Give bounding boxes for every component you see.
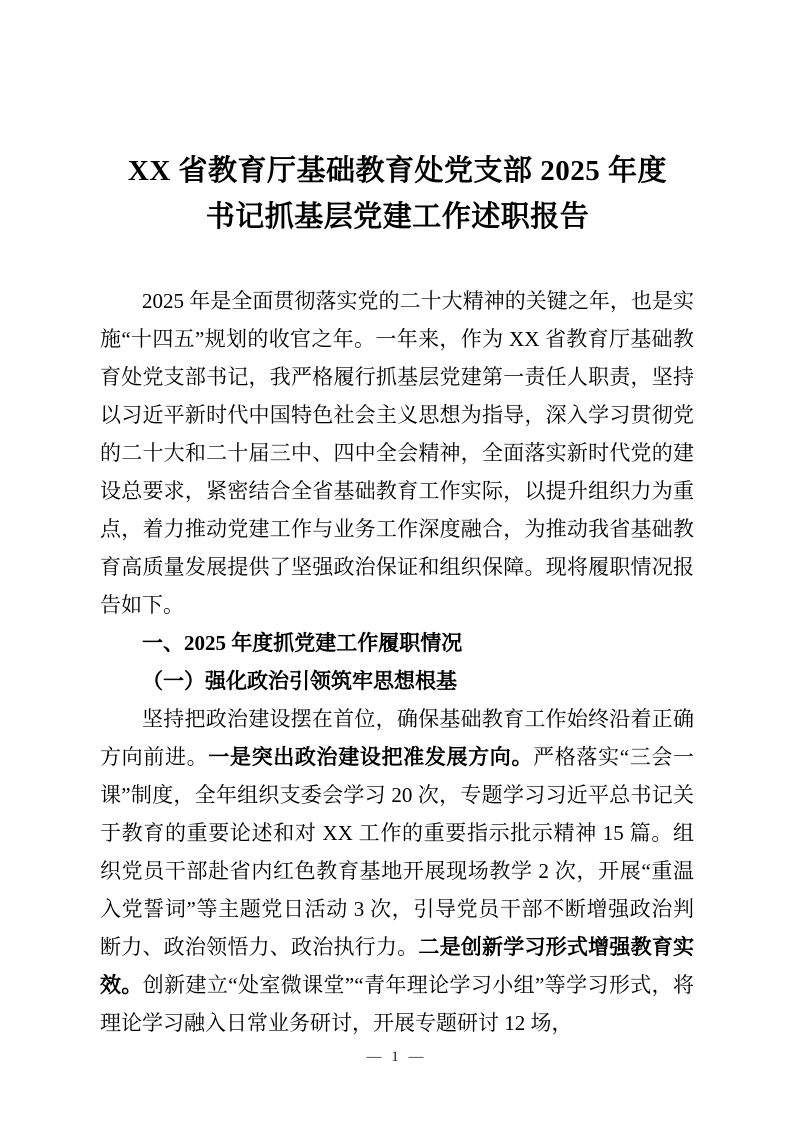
document-title-line-2: 书记抓基层党建工作述职报告: [205, 201, 590, 233]
paragraph: [100, 282, 694, 624]
section-heading: [100, 624, 694, 662]
bold-text-run: （一）强化政治引领筑牢思想根基: [142, 669, 457, 693]
paragraph: [100, 700, 694, 1042]
document-title: [98, 148, 697, 240]
bold-text-run: 一、2025 年度抓党建工作履职情况: [142, 631, 463, 655]
page-number: — 1 —: [366, 1049, 427, 1065]
bold-text-run: 二是创新学习形式增强教育实效。: [100, 935, 695, 997]
bold-text-run: 一是突出政治建设把准发展方向。: [208, 745, 534, 769]
document-body: [100, 282, 694, 1042]
document-title-line-1: XX 省教育厅基础教育处党支部 2025 年度: [127, 155, 668, 187]
text-run: 2025 年是全面贯彻落实党的二十大精神的关键之年，也是实施“十四五”规划的收官之年。一年来，作为 XX 省教育厅基础教育处党支部书记，我严格履行抓基层党建第一责任人职责，坚持以习近平新时代中国特色社会主义思想为指导，深入学习贯彻党的二十大和二十届三中、四中全会精神，全面落实新时代党的建设总要求，紧密结合全省基础教育工作实际，以提升组织力为重点，着力推动党建工作与业务工作深度融合，为推动我省基础教育高质量发展提供了坚强政治保证和组织保障。现将履职情况报告如下。: [100, 289, 694, 617]
text-run: 坚持把政治建设摆在首位，确保基础教育工作始终沿着正确方向前进。: [100, 707, 694, 769]
text-run: 创新建立“处室微课堂”“青年理论学习小组”等学习形式，将理论学习融入日常业务研讨，开展专题研讨 12 场，: [100, 973, 694, 1035]
section-heading: [100, 662, 694, 700]
text-run: 严格落实“三会一课”制度，全年组织支委会学习 20 次，专题学习习近平总书记关于教育的重要论述和对 XX 工作的重要指示批示精神 15 篇。组织党员干部赴省内红色教育基地开展现场教学 2 次，开展“重温入党誓词”等主题党日活动 3 次，引导党员干部不断增强政治判断力、政治领悟力、政治执行力。: [100, 745, 695, 959]
